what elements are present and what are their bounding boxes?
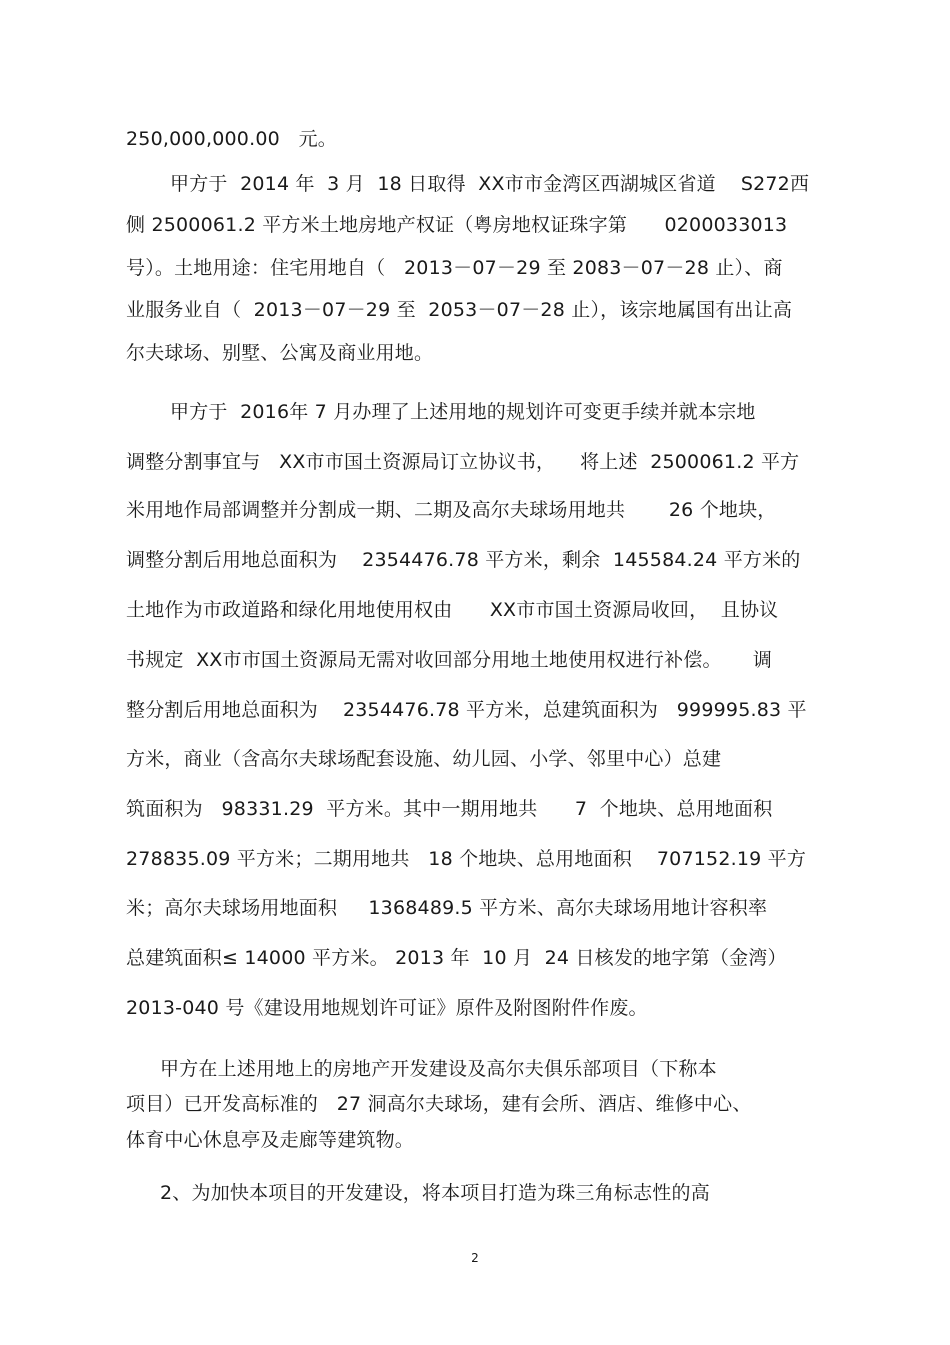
text-line: 整分割后用地总面积为 2354476.78 平方米，总建筑面积为 999995.83 平	[126, 699, 807, 721]
text-line: 调整分割事宜与 XX市市国土资源局订立协议书， 将上述 2500061.2 平方	[126, 451, 800, 473]
text-line: 土地作为市政道路和绿化用地使用权由 XX市市国土资源局收回， 且协议	[126, 599, 779, 621]
page-number: 2	[471, 1251, 479, 1265]
text-line: 号）。土地用途：住宅用地自（ 2013－07－29 至 2083－07－28 止）、商	[126, 257, 783, 279]
text-line: 书规定 XX市市国土资源局无需对收回部分用地土地使用权进行补偿。 调	[126, 649, 773, 671]
text-line: 2、为加快本项目的开发建设，将本项目打造为珠三角标志性的高	[160, 1182, 710, 1204]
text-line: 2013-040 号《建设用地规划许可证》原件及附图附件作废。	[126, 997, 648, 1019]
text-line: 甲方在上述用地上的房地产开发建设及高尔夫俱乐部项目（下称本	[160, 1058, 717, 1080]
text-line: 尔夫球场、别墅、公寓及商业用地。	[126, 342, 434, 364]
text-line: 侧 2500061.2 平方米土地房地产权证（粤房地权证珠字第 0200033013	[126, 214, 788, 236]
text-line: 调整分割后用地总面积为 2354476.78 平方米，剩余 145584.24 平方米的	[126, 549, 801, 571]
text-line: 甲方于 2014 年 3 月 18 日取得 XX市市金湾区西湖城区省道 S272西	[170, 173, 810, 195]
text-line: 甲方于 2016年 7 月办理了上述用地的规划许可变更手续并就本宗地	[170, 401, 756, 423]
text-line: 体育中心休息亭及走廊等建筑物。	[126, 1129, 415, 1151]
text-line: 筑面积为 98331.29 平方米。其中一期用地共 7 个地块、总用地面积	[126, 798, 773, 820]
text-line: 米用地作局部调整并分割成一期、二期及高尔夫球场用地共 26 个地块，	[126, 499, 777, 521]
text-line: 总建筑面积≤ 14000 平方米。 2013 年 10 月 24 日核发的地字第（金湾）	[126, 947, 787, 969]
text-line: 米；高尔夫球场用地面积 1368489.5 平方米、高尔夫球场用地计容积率	[126, 897, 768, 919]
text-line: 业服务业自（ 2013－07－29 至 2053－07－28 止），该宗地属国有出让高	[126, 299, 793, 321]
text-line: 278835.09 平方米；二期用地共 18 个地块、总用地面积 707152.19 平方	[126, 848, 807, 870]
text-line: 项目）已开发高标准的 27 洞高尔夫球场，建有会所、酒店、维修中心、	[126, 1093, 752, 1115]
text-line: 250,000,000.00 元。	[126, 128, 338, 150]
text-line: 方米，商业（含高尔夫球场配套设施、幼儿园、小学、邻里中心）总建	[126, 748, 722, 770]
